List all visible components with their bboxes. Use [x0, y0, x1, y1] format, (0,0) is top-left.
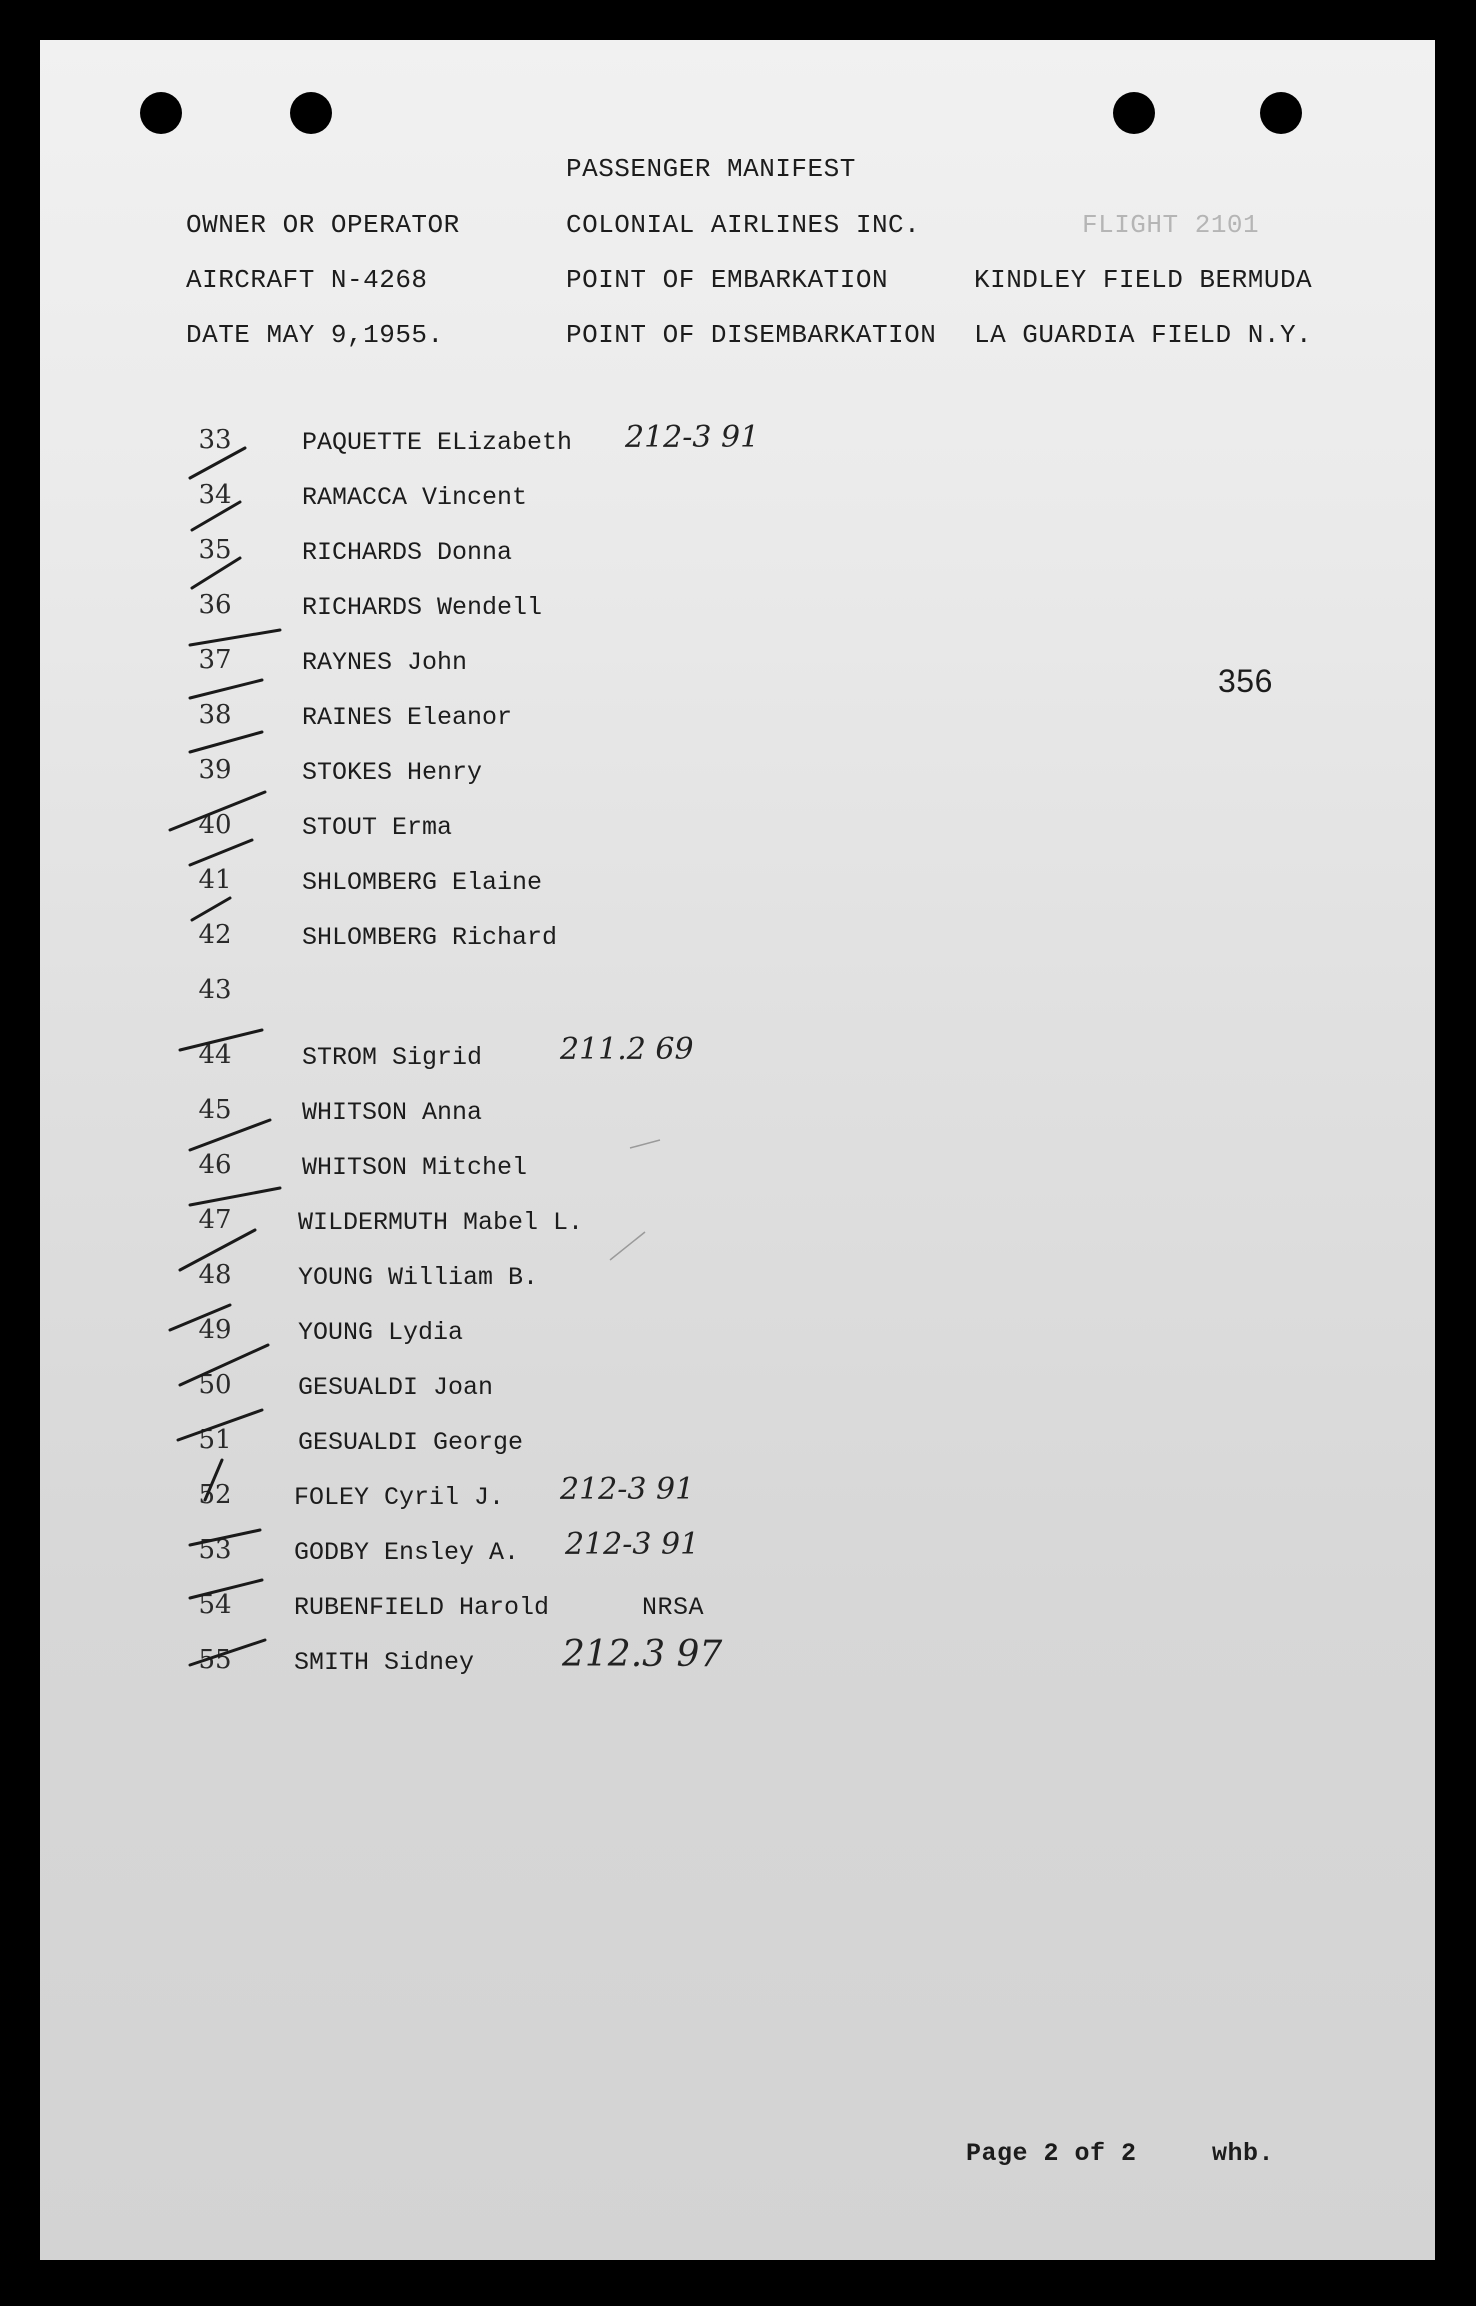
passenger-number: 39 — [198, 755, 232, 785]
embarkation-label: POINT OF EMBARKATION — [566, 265, 889, 295]
handwritten-note: 212-3 91 — [560, 1472, 695, 1507]
manifest-page — [40, 40, 1435, 2260]
check-stroke-42 — [192, 898, 230, 920]
passenger-number: 53 — [198, 1535, 232, 1565]
passenger-name: RICHARDS Donna — [302, 538, 513, 567]
passenger-name: WHITSON Anna — [302, 1098, 483, 1127]
passenger-number: 43 — [198, 975, 232, 1005]
punch-hole-4 — [1260, 92, 1302, 134]
owner-label: OWNER OR OPERATOR — [186, 210, 460, 240]
passenger-number: 52 — [198, 1480, 232, 1510]
aircraft-number: AIRCRAFT N-4268 — [186, 265, 428, 295]
passenger-number: 34 — [198, 480, 232, 510]
passenger-number: 45 — [198, 1095, 232, 1125]
check-stroke-37 — [190, 630, 280, 645]
handwritten-note: NRSA — [642, 1593, 705, 1622]
passenger-name: STOUT Erma — [302, 813, 453, 842]
passenger-name: GESUALDI Joan — [298, 1373, 494, 1402]
side-number: 356 — [1218, 663, 1273, 699]
passenger-number: 36 — [198, 590, 232, 620]
check-stroke-41 — [190, 840, 252, 865]
passenger-name: SHLOMBERG Richard — [302, 923, 558, 952]
passenger-number: 44 — [198, 1040, 232, 1070]
passenger-name: YOUNG William B. — [298, 1263, 539, 1292]
passenger-name: GODBY Ensley A. — [294, 1538, 520, 1567]
manifest-title: PASSENGER MANIFEST — [566, 154, 856, 184]
handwritten-note: 212-3 91 — [565, 1527, 700, 1562]
passenger-name: STOKES Henry — [302, 758, 483, 787]
passenger-name: RICHARDS Wendell — [302, 593, 543, 622]
passenger-name: RUBENFIELD Harold — [294, 1593, 550, 1622]
passenger-name: WHITSON Mitchel — [302, 1153, 528, 1182]
passenger-number: 50 — [198, 1370, 232, 1400]
passenger-name: YOUNG Lydia — [298, 1318, 464, 1347]
stray-mark — [610, 1232, 645, 1260]
stray-mark — [630, 1140, 660, 1148]
passenger-number: 49 — [198, 1315, 232, 1345]
page-indicator: Page 2 of 2 — [966, 2139, 1137, 2168]
passenger-number: 42 — [198, 920, 232, 950]
punch-hole-3 — [1113, 92, 1155, 134]
handwritten-note: 211.2 69 — [560, 1032, 694, 1067]
passenger-name: FOLEY Cyril J. — [294, 1483, 505, 1512]
disembarkation-label: POINT OF DISEMBARKATION — [566, 320, 937, 350]
check-stroke-38 — [190, 680, 262, 698]
passenger-number: 51 — [198, 1425, 232, 1455]
passenger-name: GESUALDI George — [298, 1428, 524, 1457]
passenger-number: 47 — [198, 1205, 232, 1235]
passenger-name: RAYNES John — [302, 648, 468, 677]
passenger-name: SMITH Sidney — [294, 1648, 475, 1677]
passenger-name: PAQUETTE ELizabeth — [302, 428, 573, 457]
checkmark-strokes — [40, 40, 1435, 2260]
clerk-initials: whb. — [1212, 2139, 1275, 2168]
owner-value: COLONIAL AIRLINES INC. — [566, 210, 921, 240]
passenger-number: 40 — [198, 810, 232, 840]
passenger-name: WILDERMUTH Mabel L. — [298, 1208, 584, 1237]
passenger-name: RAINES Eleanor — [302, 703, 513, 732]
punch-hole-1 — [140, 92, 182, 134]
passenger-number: 35 — [198, 535, 232, 565]
passenger-number: 55 — [198, 1645, 232, 1675]
check-stroke-39 — [190, 732, 262, 752]
handwritten-note: 212-3 91 — [625, 420, 760, 455]
passenger-number: 37 — [198, 645, 232, 675]
disembarkation-value: LA GUARDIA FIELD N.Y. — [974, 320, 1313, 350]
passenger-name: SHLOMBERG Elaine — [302, 868, 543, 897]
handwritten-note: 212.3 97 — [562, 1634, 723, 1675]
punch-hole-2 — [290, 92, 332, 134]
manifest-date: DATE MAY 9,1955. — [186, 320, 444, 350]
passenger-name: RAMACCA Vincent — [302, 483, 528, 512]
check-stroke-47 — [190, 1188, 280, 1205]
embarkation-value: KINDLEY FIELD BERMUDA — [974, 265, 1313, 295]
passenger-number: 48 — [198, 1260, 232, 1290]
passenger-name: STROM Sigrid — [302, 1043, 483, 1072]
passenger-number: 54 — [198, 1590, 232, 1620]
passenger-number: 33 — [198, 425, 232, 455]
passenger-number: 46 — [198, 1150, 232, 1180]
passenger-number: 41 — [198, 865, 232, 895]
passenger-number: 38 — [198, 700, 232, 730]
flight-number: FLIGHT 2101 — [1082, 210, 1260, 240]
